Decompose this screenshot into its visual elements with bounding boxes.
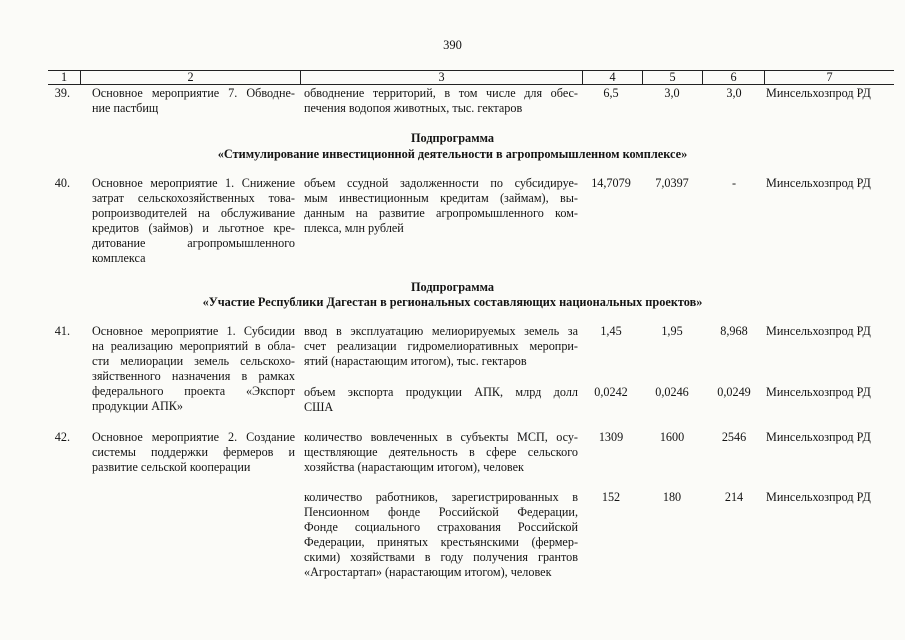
event-line: Основное мероприятие 1. Снижение (92, 176, 295, 190)
event-line: кредитов (займов) и льготное кре- (92, 221, 295, 235)
row-39-value-4: 6,5 (603, 86, 619, 100)
indicator-line: печения водопоя животных, тыс. гектаров (304, 101, 523, 115)
event-line: комплекса (92, 251, 146, 265)
event-line: Основное мероприятие 1. Субсидии (92, 324, 295, 338)
row-41-indicator-2 (304, 385, 578, 415)
event-line: затрат сельскохозяйственных това- (92, 191, 295, 205)
header-col-2: 2 (80, 70, 300, 85)
row-41-ind2-value-6: 0,0249 (717, 385, 751, 399)
indicator-line: ятий (нарастающим итогом), тыс. гектаров (304, 354, 527, 368)
event-line: Основное мероприятие 2. Создание (92, 430, 295, 444)
row-40-value-4: 14,7079 (591, 176, 631, 190)
row-41-ind2-value-4: 0,0242 (594, 385, 628, 399)
row-41-ind2-value-5: 0,0246 (655, 385, 689, 399)
event-line: Основное мероприятие 7. Обводне- (92, 86, 295, 100)
header-col-1: 1 (48, 70, 80, 85)
row-41-ind1-value-5: 1,95 (661, 324, 683, 338)
row-42-ind1-executor: Минсельхозпрод РД (766, 430, 871, 444)
indicator-line: объем ссудной задолженности по субсидируе- (304, 176, 578, 190)
row-39-number: 39. (54, 86, 70, 100)
header-col-6: 6 (702, 70, 764, 85)
page-number: 390 (443, 38, 462, 52)
subprogram-1-title: «Стимулирование инвестиционной деятельности в агропромышленном комплексе» (217, 147, 688, 161)
indicator-line: Фонде социального страхования Российской (304, 520, 578, 534)
header-col-3: 3 (300, 70, 582, 85)
row-42-ind2-value-5: 180 (662, 490, 682, 504)
row-41-indicator-1 (304, 324, 578, 369)
row-42-ind1-value-4: 1309 (598, 430, 624, 444)
indicator-line: плекса, млн рублей (304, 221, 404, 235)
row-39-executor: Минсельхозпрод РД (766, 86, 871, 100)
event-line: зяйственного назначения в рамках (92, 369, 295, 383)
row-41-ind2-executor: Минсельхозпрод РД (766, 385, 871, 399)
header-col-4: 4 (582, 70, 642, 85)
event-line: ропроизводителей на обслуживание (92, 206, 295, 220)
indicator-line: данным на развитие агропромышленного ком- (304, 206, 578, 220)
subprogram-1-label: Подпрограмма (410, 131, 495, 145)
row-40-indicator (304, 176, 578, 236)
event-line: системы поддержки фермеров и (92, 445, 295, 459)
row-39-value-5: 3,0 (664, 86, 680, 100)
indicator-line: хозяйства (нарастающим итогом), человек (304, 460, 524, 474)
row-41-event (92, 324, 295, 414)
row-42-ind1-value-6: 2546 (721, 430, 747, 444)
event-line: развитие сельской кооперации (92, 460, 251, 474)
indicator-line: количество вовлеченных в субъекты МСП, осу- (304, 430, 578, 444)
event-line: ние пастбищ (92, 101, 159, 115)
row-39-indicator (304, 86, 578, 116)
event-line: дитование агропромышленного (92, 236, 295, 250)
row-40-event (92, 176, 295, 266)
event-line: продукции АПК» (92, 399, 184, 413)
event-line: на реализацию мероприятий в обла- (92, 339, 295, 353)
row-40-number: 40. (54, 176, 70, 190)
header-col-5: 5 (642, 70, 702, 85)
row-41-ind1-value-6: 8,968 (720, 324, 748, 338)
indicator-line: США (304, 400, 334, 414)
event-line: сти мелиорации земель сельскохо- (92, 354, 295, 368)
indicator-line: «Агростартап» (нарастающим итогом), человек (304, 565, 552, 579)
subprogram-2-title: «Участие Республики Дагестан в региональных составляющих национальных проектов» (202, 295, 703, 309)
row-42-number: 42. (54, 430, 70, 444)
header-col-7: 7 (764, 70, 894, 85)
row-40-executor: Минсельхозпрод РД (766, 176, 871, 190)
row-41-ind1-executor: Минсельхозпрод РД (766, 324, 871, 338)
indicator-line: количество работников, зарегистрированных в (304, 490, 578, 504)
row-40-value-5: 7,0397 (655, 176, 689, 190)
indicator-line: счет реализации гидромелиоративных меропри- (304, 339, 578, 353)
indicator-line: Пенсионном фонде Российской Федерации, (304, 505, 578, 519)
row-41-ind1-value-4: 1,45 (600, 324, 622, 338)
indicator-line: ществляющие деятельность в сфере сельского (304, 445, 578, 459)
row-39-event (92, 86, 295, 116)
event-line: федерального проекта «Экспорт (92, 384, 295, 398)
indicator-line: Федерации, принятых крестьянскими (фермер- (304, 535, 578, 549)
indicator-line: объем экспорта продукции АПК, млрд долл (304, 385, 578, 399)
row-42-event (92, 430, 295, 475)
row-42-ind2-value-4: 152 (601, 490, 621, 504)
indicator-line: скими) хозяйствами в году получения грантов (304, 550, 578, 564)
subprogram-2-label: Подпрограмма (410, 280, 495, 294)
row-39-value-6: 3,0 (726, 86, 742, 100)
indicator-line: ввод в эксплуатацию мелиорируемых земель за (304, 324, 578, 338)
row-42-indicator-2 (304, 490, 578, 580)
row-42-ind2-executor: Минсельхозпрод РД (766, 490, 871, 504)
row-40-value-6: - (731, 176, 737, 190)
row-41-number: 41. (54, 324, 70, 338)
indicator-line: обводнение территорий, в том числе для обес- (304, 86, 578, 100)
row-42-indicator-1 (304, 430, 578, 475)
indicator-line: мым инвестиционным кредитам (займам), вы- (304, 191, 578, 205)
row-42-ind1-value-5: 1600 (659, 430, 685, 444)
row-42-ind2-value-6: 214 (724, 490, 744, 504)
